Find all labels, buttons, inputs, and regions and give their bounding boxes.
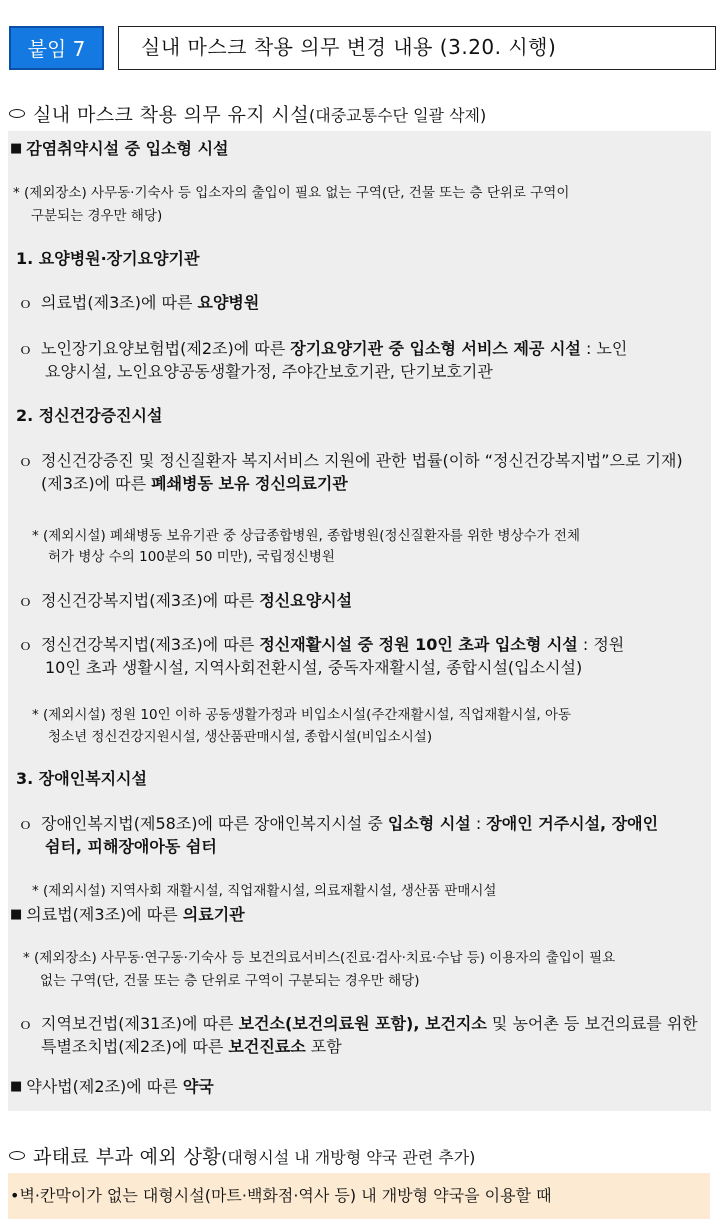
list-item: ｏ 정신건강복지법(제3조)에 따른 정신요양시설 — [18, 591, 353, 610]
square-bullet-icon: ■ — [10, 1079, 23, 1094]
exception-item: •벽·칸막이가 없는 대형시설(마트·백화점·역사 등) 내 개방형 약국을 이용할 때 — [8, 1173, 710, 1219]
group2-note-line2: 없는 구역(단, 건물 또는 층 단위로 구역이 구분되는 경우만 해당) — [40, 973, 420, 989]
group1-note-line2: 구분되는 경우만 해당) — [31, 208, 163, 224]
group3-title: ■ 약사법(제2조)에 따른 약국 — [10, 1077, 214, 1096]
circle-bullet-icon: ｏ — [18, 340, 34, 358]
list-item-continuation: (제3조)에 따른 폐쇄병동 보유 정신의료기관 — [41, 474, 348, 493]
section2-heading: 과태료 부과 예외 상황(대형시설 내 개방형 약국 관련 추가) — [9, 1142, 475, 1169]
category1-title: 1. 요양병원·장기요양기관 — [16, 249, 200, 268]
category2-note2-line2: 청소년 정신건강지원시설, 생산품판매시설, 종합시설(비입소시설) — [48, 729, 433, 745]
circle-bullet-icon: ｏ — [18, 815, 34, 833]
list-item-continuation: 10인 초과 생활시설, 지역사회전환시설, 중독자재활시설, 종합시설(입소시설) — [45, 658, 583, 677]
square-bullet-icon: ■ — [10, 141, 23, 156]
group1-note-line1: * (제외장소) 사무동·기숙사 등 입소자의 출입이 필요 없는 구역(단, 건물 또는 층 단위로 구역이 — [13, 185, 570, 201]
category3-title: 3. 장애인복지시설 — [16, 769, 147, 788]
oval-bullet-icon — [9, 109, 25, 118]
list-item-continuation: 특별조치법(제2조)에 따른 보건진료소 포함 — [41, 1037, 342, 1056]
section1-heading: 실내 마스크 착용 의무 유지 시설(대중교통수단 일괄 삭제) — [9, 100, 486, 127]
oval-bullet-icon — [9, 1151, 25, 1160]
list-item: ｏ 지역보건법(제31조)에 따른 보건소(보건의료원 포함), 보건지소 및 농어촌 등 보건의료를 위한 — [18, 1014, 698, 1033]
list-item-continuation: 쉼터, 피해장애아동 쉼터 — [45, 837, 217, 856]
page-title: 실내 마스크 착용 의무 변경 내용 (3.20. 시행) — [118, 26, 716, 70]
group2-note-line1: * (제외장소) 사무동·연구동·기숙사 등 보건의료서비스(진료·검사·치료·수납 등) 이용자의 출입이 필요 — [23, 950, 616, 966]
list-item: ｏ 장애인복지법(제58조)에 따른 장애인복지시설 중 입소형 시설 : 장애인 거주시설, 장애인 — [18, 814, 659, 833]
category3-note: * (제외시설) 지역사회 재활시설, 직업재활시설, 의료재활시설, 생산품 판매시설 — [32, 883, 497, 899]
list-item: ｏ 의료법(제3조)에 따른 요양병원 — [18, 293, 260, 312]
attachment-tag: 붙임 7 — [9, 26, 104, 70]
list-item: ｏ 정신건강복지법(제3조)에 따른 정신재활시설 중 정원 10인 초과 입소형 시설 : 정원 — [18, 635, 625, 654]
circle-bullet-icon: ｏ — [18, 294, 34, 312]
list-item-continuation: 요양시설, 노인요양공동생활가정, 주야간보호기관, 단기보호기관 — [45, 362, 493, 381]
circle-bullet-icon: ｏ — [18, 636, 34, 654]
facilities-panel — [8, 131, 711, 1111]
group1-title: ■ 감염취약시설 중 입소형 시설 — [10, 139, 229, 158]
category2-note2-line1: * (제외시설) 정원 10인 이하 공동생활가정과 비입소시설(주간재활시설, 직업재활시설, 아동 — [32, 707, 572, 723]
category2-title: 2. 정신건강증진시설 — [16, 406, 163, 425]
circle-bullet-icon: ｏ — [18, 452, 34, 470]
circle-bullet-icon: ｏ — [18, 1015, 34, 1033]
circle-bullet-icon: ｏ — [18, 592, 34, 610]
list-item: ｏ 정신건강증진 및 정신질환자 복지서비스 지원에 관한 법률(이하 “정신건강복지법”으로 기재) — [18, 451, 683, 470]
list-item: ｏ 노인장기요양보험법(제2조)에 따른 장기요양기관 중 입소형 서비스 제공 시설 : 노인 — [18, 339, 628, 358]
square-bullet-icon: ■ — [10, 907, 23, 922]
category2-note1-line2: 허가 병상 수의 100분의 50 미만), 국립정신병원 — [48, 549, 335, 565]
group2-title: ■ 의료법(제3조)에 따른 의료기관 — [10, 905, 245, 924]
category2-note1-line1: * (제외시설) 폐쇄병동 보유기관 중 상급종합병원, 종합병원(정신질환자를 위한 병상수가 전체 — [32, 528, 580, 544]
